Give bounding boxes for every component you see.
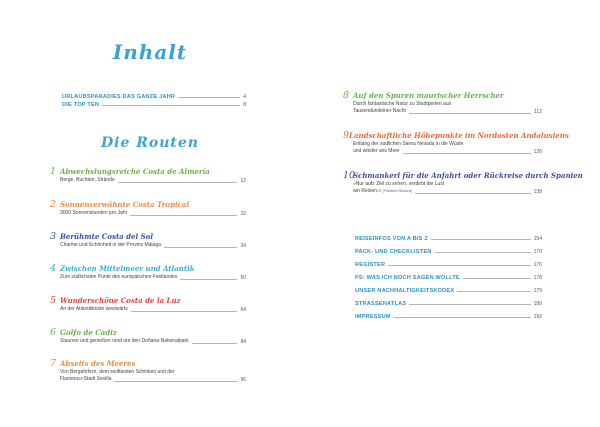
- toc-entry-page: 192: [533, 314, 542, 320]
- toc-entry-page: 4: [243, 94, 246, 100]
- route-title-row: [50, 358, 246, 369]
- route-title-row: [50, 295, 246, 306]
- route-number: 10: [343, 170, 356, 181]
- leader-line: [164, 247, 238, 248]
- route-title-row: [50, 327, 246, 338]
- toc-entry[interactable]: [62, 94, 246, 100]
- route-description: Von Bergdörfern, dem weltbesten Schinken und der: [60, 369, 175, 375]
- route-page: 50: [240, 275, 246, 281]
- route-description-row: [343, 108, 542, 115]
- leader-line: [118, 182, 238, 183]
- route-description: An der Atlantikküste westwärts: [60, 306, 128, 312]
- toc-entry-page: 179: [533, 288, 542, 294]
- leader-line: [131, 311, 238, 312]
- route-title-row: [343, 170, 583, 181]
- leader-line: [431, 239, 531, 240]
- route-description-row: [50, 376, 246, 383]
- route-description: Flamenco-Stadt Sevilla: [60, 376, 112, 382]
- toc-entry[interactable]: [355, 288, 542, 294]
- route-number: 7: [50, 358, 57, 369]
- toc-entry[interactable]: [62, 102, 246, 108]
- route-number: 4: [50, 263, 57, 274]
- route-description: »Nur aufs Ziel zu sehen, verdirbt die Lust: [353, 181, 445, 187]
- routes-heading: Die Routen: [101, 135, 199, 151]
- toc-entry[interactable]: [355, 275, 542, 281]
- route-number: 8: [343, 90, 350, 101]
- route-page: 96: [240, 377, 246, 383]
- contents-heading: Inhalt: [112, 40, 188, 64]
- leader-line: [463, 278, 531, 279]
- route-description: [343, 188, 412, 195]
- quote-author-note: (Friedrich Rückert): [382, 189, 413, 193]
- route-description-row: [50, 177, 246, 184]
- toc-entry-label: REISEINFOS VON A BIS Z: [355, 236, 428, 242]
- route-description-row: [50, 210, 246, 217]
- route-description: Entlang der südlichen Sierra Nevada in die Wüste: [353, 141, 464, 147]
- route-page: 34: [240, 243, 246, 249]
- route-page: 126: [533, 149, 542, 155]
- toc-entry[interactable]: [355, 236, 542, 242]
- leader-line: [192, 343, 238, 344]
- route-title-row: [50, 263, 246, 274]
- toc-entry[interactable]: [355, 249, 542, 255]
- leader-line: [178, 97, 240, 98]
- route-number: 6: [50, 327, 57, 338]
- route-entry-7[interactable]: [50, 358, 246, 383]
- toc-entry-label: PACK- UND CHECKLISTEN: [355, 249, 432, 255]
- route-description: und wieder ans Meer: [353, 148, 400, 154]
- route-description-row: [50, 338, 246, 345]
- leader-line: [435, 252, 531, 253]
- leader-line: [180, 279, 237, 280]
- right-page: [300, 0, 600, 427]
- leader-line: [388, 265, 530, 266]
- route-title-row: [50, 231, 246, 242]
- route-title: Golfo de Cádiz: [60, 328, 117, 337]
- route-description-row: [50, 274, 246, 281]
- route-number: 2: [50, 199, 57, 210]
- toc-entry-page: 176: [533, 262, 542, 268]
- toc-entry-label: IMPRESSUM: [355, 314, 391, 320]
- route-title: Sonnenverwöhnte Costa Tropical: [60, 200, 190, 209]
- route-description: Zum südlichsten Punkt des europäischen Festlandes: [60, 274, 178, 280]
- route-title: Berühmte Costa del Sol: [60, 232, 153, 241]
- leader-line: [457, 291, 530, 292]
- route-entry-2[interactable]: [50, 199, 246, 217]
- route-entry-10[interactable]: [343, 170, 583, 195]
- route-description-row: [50, 242, 246, 249]
- toc-entry-page: 170: [533, 249, 542, 255]
- route-title: Wunderschöne Costa de la Luz: [60, 296, 181, 305]
- route-page: 22: [240, 211, 246, 217]
- toc-entry-label: UNSER NACHHALTIGKEITSKODEX: [355, 288, 455, 294]
- toc-entry-label: STRASSENATLAS: [355, 301, 407, 307]
- toc-entry[interactable]: [355, 262, 542, 268]
- route-title: Abseits des Meeres: [60, 359, 136, 368]
- toc-entry-label: PS: WAS ICH NOCH SAGEN WOLLTE: [355, 275, 460, 281]
- route-title-row: [343, 130, 569, 141]
- route-entry-8[interactable]: [343, 90, 542, 115]
- route-title: Zwischen Mittelmeer und Atlantik: [60, 264, 195, 273]
- route-description-row: [343, 148, 542, 155]
- route-page: 12: [240, 178, 246, 184]
- toc-entry-page: 8: [243, 102, 246, 108]
- route-page: 64: [240, 307, 246, 313]
- route-page: 138: [533, 189, 542, 195]
- route-entry-4[interactable]: [50, 263, 246, 281]
- toc-entry-page: 154: [533, 236, 542, 242]
- route-title: Schmankerl für die Anfahrt oder Rückreise durch Spanien: [353, 171, 583, 180]
- route-description: Charme und Schönheit in der Provinz Málaga: [60, 242, 161, 248]
- route-entry-9[interactable]: [343, 130, 569, 155]
- route-number: 5: [50, 295, 57, 306]
- route-description-row: [343, 188, 542, 195]
- route-title-row: [343, 90, 542, 101]
- route-description-row: [50, 306, 246, 313]
- route-title: Abwechslungsreiche Costa de Almería: [60, 167, 210, 176]
- route-page: 112: [534, 109, 542, 115]
- toc-entry-page: 178: [533, 275, 542, 281]
- leader-line: [394, 317, 531, 318]
- toc-entry-label: REGISTER: [355, 262, 386, 268]
- leader-line: [130, 215, 237, 216]
- route-number: 1: [50, 166, 57, 177]
- toc-entry[interactable]: [355, 314, 542, 320]
- route-number: 3: [50, 231, 57, 242]
- route-title-row: [50, 166, 246, 177]
- leader-line: [403, 153, 531, 154]
- toc-entry-page: 180: [533, 301, 542, 307]
- route-entry-5[interactable]: [50, 295, 246, 313]
- leader-line: [409, 113, 531, 114]
- route-description: Tausendundeiner Nacht: [353, 108, 406, 114]
- route-entry-1[interactable]: [50, 166, 246, 184]
- route-description: Berge, Buchten, Strände: [60, 177, 115, 183]
- route-page: 84: [240, 339, 246, 345]
- leader-line: [102, 105, 240, 106]
- route-description: Staunen und genießen rund um den Doñana-Nationalpark: [60, 338, 189, 344]
- leader-line: [114, 381, 237, 382]
- toc-entry[interactable]: [355, 301, 542, 307]
- route-description-text: am Reisen.«: [353, 188, 382, 194]
- leader-line: [409, 304, 530, 305]
- route-description: 3000 Sonnenstunden pro Jahr: [60, 210, 128, 216]
- route-number: 9: [343, 130, 350, 141]
- leader-line: [415, 193, 530, 194]
- route-title-row: [50, 199, 246, 210]
- route-description: Durch fantastische Natur zu Stadtperlen aus: [353, 101, 452, 107]
- toc-entry-label: DIE TOP TEN: [62, 102, 100, 108]
- route-title: Landschaftliche Höhepunkte im Nordosten Andalusiens: [349, 131, 569, 140]
- route-title: Auf den Spuren maurischer Herrscher: [353, 91, 504, 100]
- toc-entry-label: URLAUBSPARADIES DAS GANZE JAHR: [62, 94, 176, 100]
- route-entry-3[interactable]: [50, 231, 246, 249]
- route-entry-6[interactable]: [50, 327, 246, 345]
